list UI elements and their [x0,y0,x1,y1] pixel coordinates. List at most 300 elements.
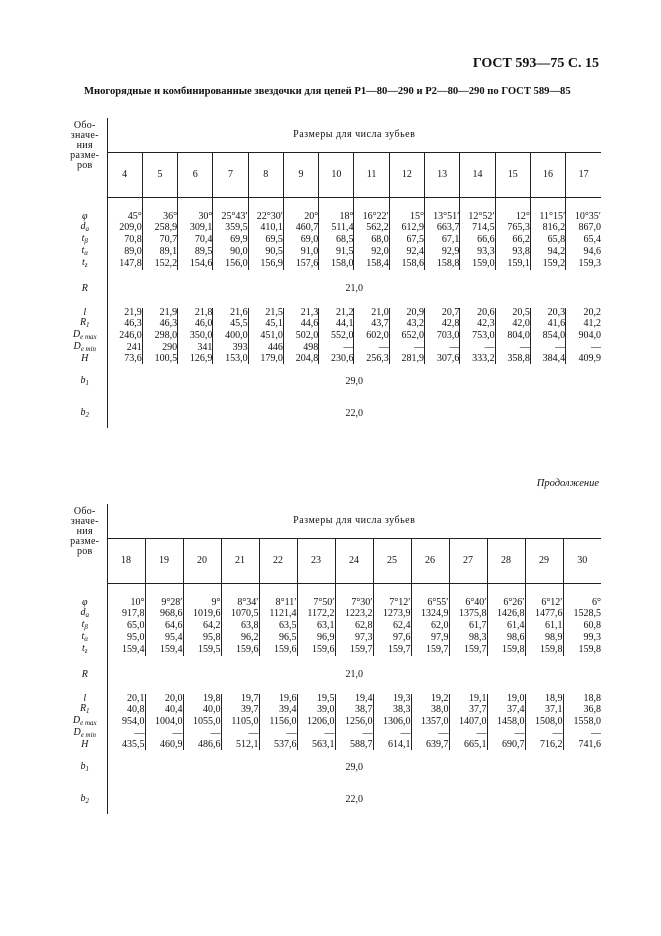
cell-tb: 65,4 [566,234,601,246]
symbol-Demin: $D_{e min}$ [63,342,107,354]
cell-tb: 70,7 [142,234,177,246]
cell-b2: 22,0 [345,794,363,805]
cell-ta: 99,3 [563,632,601,644]
cell-da: 1528,5 [563,608,601,620]
cell-b2: 22,0 [345,408,363,419]
symbol-H: H [63,740,107,750]
cell-R1: 43,2 [389,318,424,330]
cell-ta: 89,0 [124,246,142,257]
cell-tz: 158,6 [389,258,424,270]
cell-da: 612,9 [389,222,424,234]
cell-Demax: 1004,0 [145,716,183,728]
symbol-tb: $t_\beta$ [63,620,107,632]
tooth-count-header: 26 [411,539,449,584]
symbol-b1: $b_1$ [63,750,107,786]
cell-da: 816,2 [530,222,565,234]
cell-phi: 6°26′ [487,598,525,608]
cell-phi: 6°12′ [525,598,563,608]
cell-H: 486,6 [183,740,221,750]
cell-ta: 95,4 [145,632,183,644]
cell-Demin: — [425,342,460,354]
cell-R1: 40,0 [183,704,221,716]
row-ta [63,246,601,258]
cell-R1: 41,6 [530,318,565,330]
cell-l: 20,7 [425,308,460,318]
tooth-count-header: 12 [389,153,424,198]
cell-ta: 98,6 [487,632,525,644]
row-R1 [63,704,601,716]
cell-R1: 39,0 [297,704,335,716]
cell-H: 460,9 [145,740,183,750]
cell-l: 20,9 [389,308,424,318]
cell-Demax: 1055,0 [183,716,221,728]
cell-Demin: 290 [142,342,177,354]
cell-Demax: 1558,0 [563,716,601,728]
cell-ta: 92,0 [354,246,389,258]
cell-l: 18,9 [525,694,563,704]
sprocket-table-1 [63,118,601,428]
cell-tz: 157,6 [283,258,318,270]
cell-tz: 159,3 [566,258,601,270]
tooth-count-header: 16 [530,153,565,198]
symbol-ta: $t_\alpha$ [63,246,107,258]
cell-phi: 7°30′ [335,598,373,608]
cell-da: 410,1 [248,222,283,234]
cell-tz: 159,0 [460,258,495,270]
symbol-b2: $b_2$ [63,786,107,814]
cell-da: 209,0 [119,222,142,233]
cell-H: 588,7 [335,740,373,750]
symbol-ta: $t_\alpha$ [63,632,107,644]
cell-tz: 159,6 [221,644,259,656]
tooth-count-header: 24 [335,539,373,584]
cell-Demax: 246,0 [119,330,142,341]
cell-H: 384,4 [530,354,565,364]
cell-Demax: 1508,0 [525,716,563,728]
cell-ta: 97,9 [411,632,449,644]
row-b2 [63,400,601,428]
cell-tb: 60,8 [563,620,601,632]
cell-Demax: 753,0 [460,330,495,342]
cell-H: 563,1 [297,740,335,750]
cell-R1: 38,0 [411,704,449,716]
cell-tz: 159,7 [411,644,449,656]
cell-da: 1273,9 [373,608,411,620]
cell-ta: 98,3 [449,632,487,644]
cell-tz: 159,1 [495,258,530,270]
tooth-count-header: 30 [563,539,601,584]
cell-Demax: 1105,0 [221,716,259,728]
cell-phi: 22°30′ [248,212,283,222]
cell-R1: 44,6 [283,318,318,330]
tooth-count-header: 27 [449,539,487,584]
cell-tz: 159,8 [487,644,525,656]
cell-tz: 158,8 [425,258,460,270]
cell-phi: 30° [178,212,213,222]
cell-H: 435,5 [122,739,145,750]
cell-l: 21,2 [319,308,354,318]
row-Demax [63,330,601,342]
cell-Demin: — [449,728,487,740]
cell-H: 741,6 [563,740,601,750]
symbol-b1: $b_1$ [63,364,107,400]
cell-da: 511,4 [319,222,354,234]
cell-R1: 37,7 [449,704,487,716]
cell-phi: 12°52′ [460,212,495,222]
cell-l: 19,2 [411,694,449,704]
cell-Demax: 1458,0 [487,716,525,728]
cell-tz: 154,6 [178,258,213,270]
cell-H: 204,8 [283,354,318,364]
cell-phi: 9°28′ [145,598,183,608]
cell-tb: 70,4 [178,234,213,246]
cell-l: 20,6 [460,308,495,318]
cell-tz: 159,8 [563,644,601,656]
cell-tz: 158,4 [354,258,389,270]
tooth-count-header: 20 [183,539,221,584]
cell-phi: 12° [495,212,530,222]
cell-tz: 159,7 [449,644,487,656]
row-phi [63,212,601,222]
cell-da: 867,0 [566,222,601,234]
cell-phi: 6°55′ [411,598,449,608]
cell-R1: 38,7 [335,704,373,716]
cell-l: 19,4 [335,694,373,704]
symbol-Demax: $D_{e max}$ [63,330,107,342]
symbol-phi: φ [63,212,107,222]
tooth-count-header: 25 [373,539,411,584]
tooth-count-header: 10 [319,153,354,198]
cell-Demin: — [335,728,373,740]
cell-phi: 8°34′ [221,598,259,608]
cell-da: 1324,9 [411,608,449,620]
cell-Demax: 1156,0 [259,716,297,728]
cell-Demin: 241 [126,342,142,353]
tooth-count-header: 17 [566,153,601,198]
row-label-header: Обо- значе- ния разме- ров [63,504,107,584]
tooth-count-header: 23 [297,539,335,584]
cell-Demin: — [525,728,563,740]
cell-l: 20,5 [495,308,530,318]
cell-ta: 91,5 [319,246,354,258]
cell-H: 100,5 [142,354,177,364]
symbol-H: H [63,354,107,364]
cell-H: 307,6 [425,354,460,364]
cell-da: 1070,5 [221,608,259,620]
row-b1 [63,364,601,400]
cell-Demin: 393 [213,342,248,354]
cell-phi: 13°51′ [425,212,460,222]
symbol-Demax: $D_{e max}$ [63,716,107,728]
symbol-b2: $b_2$ [63,400,107,428]
cell-tb: 62,0 [411,620,449,632]
cell-phi: 10°35′ [566,212,601,222]
symbol-l: l [63,694,107,704]
tooth-count-header: 15 [495,153,530,198]
cell-tb: 70,8 [124,234,142,245]
cell-tz: 159,6 [297,644,335,656]
cell-Demin: — [530,342,565,354]
symbol-tz: $t_z$ [63,644,107,656]
cell-tz: 159,7 [335,644,373,656]
cell-H: 716,2 [525,740,563,750]
tooth-count-header: 13 [425,153,460,198]
symbol-tz: $t_z$ [63,258,107,270]
cell-l: 19,7 [221,694,259,704]
cell-Demin: — [460,342,495,354]
cell-R1: 37,1 [525,704,563,716]
cell-Demin: — [495,342,530,354]
cell-Demax: 350,0 [178,330,213,342]
cell-Demax: 1357,0 [411,716,449,728]
cell-Demax: 1206,0 [297,716,335,728]
cell-H: 256,3 [354,354,389,364]
cell-H: 73,6 [124,353,142,364]
cell-phi: 16°22′ [354,212,389,222]
cell-R1: 45,1 [248,318,283,330]
cell-R1: 39,7 [221,704,259,716]
cell-l: 18,8 [563,694,601,704]
cell-phi: 8°11′ [259,598,297,608]
cell-tb: 66,2 [495,234,530,246]
symbol-R: R [63,270,107,308]
cell-ta: 94,6 [566,246,601,258]
row-H [63,740,601,750]
cell-Demin: — [389,342,424,354]
cell-tz: 158,0 [319,258,354,270]
cell-phi: 18° [319,212,354,222]
cell-Demax: 602,0 [354,330,389,342]
cell-tz: 156,9 [248,258,283,270]
row-da [63,608,601,620]
cell-R1: 40,8 [127,704,145,715]
cell-R1: 46,3 [124,318,142,329]
tooth-count-header: 11 [354,153,389,198]
row-tb [63,620,601,632]
cell-Demax: 804,0 [495,330,530,342]
cell-l: 19,3 [373,694,411,704]
cell-R1: 38,3 [373,704,411,716]
cell-ta: 98,9 [525,632,563,644]
cell-tb: 61,1 [525,620,563,632]
group-header: Размеры для числа зубьев [107,504,601,539]
row-tz [63,258,601,270]
cell-R1: 41,2 [566,318,601,330]
cell-R1: 45,5 [213,318,248,330]
tooth-count-header: 6 [178,153,213,198]
row-l [63,308,601,318]
cell-tb: 66,6 [460,234,495,246]
cell-tb: 68,0 [354,234,389,246]
cell-phi: 20° [283,212,318,222]
tooth-count-header: 18 [107,539,145,584]
cell-ta: 96,5 [259,632,297,644]
cell-tb: 65,8 [530,234,565,246]
cell-b1: 29,0 [345,762,363,773]
cell-tz: 147,8 [119,258,142,269]
cell-tb: 69,5 [248,234,283,246]
cell-phi: 36° [142,212,177,222]
cell-tz: 159,8 [525,644,563,656]
cell-da: 968,6 [145,608,183,620]
cell-phi: 45° [127,211,142,222]
symbol-l: l [63,308,107,318]
cell-Demax: 400,0 [213,330,248,342]
symbol-R: R [63,656,107,694]
tooth-count-header: 4 [107,153,142,198]
cell-Demin: — [319,342,354,354]
cell-ta: 89,5 [178,246,213,258]
cell-Demin: 341 [178,342,213,354]
page-header: ГОСТ 593—75 С. 15 [472,56,599,71]
cell-Demax: 552,0 [319,330,354,342]
cell-da: 1223,2 [335,608,373,620]
cell-da: 359,5 [213,222,248,234]
cell-da: 258,9 [142,222,177,234]
cell-ta: 92,4 [389,246,424,258]
cell-H: 153,0 [213,354,248,364]
cell-da: 663,7 [425,222,460,234]
cell-ta: 95,0 [127,632,145,643]
row-tb [63,234,601,246]
row-l [63,694,601,704]
cell-da: 1426,8 [487,608,525,620]
cell-tz: 159,5 [183,644,221,656]
row-phi [63,598,601,608]
row-tz [63,644,601,656]
cell-R1: 36,8 [563,704,601,716]
cell-l: 21,9 [124,307,142,318]
cell-ta: 95,8 [183,632,221,644]
group-header: Размеры для числа зубьев [107,118,601,153]
cell-da: 714,5 [460,222,495,234]
cell-R1: 42,8 [425,318,460,330]
cell-da: 1172,2 [297,608,335,620]
symbol-phi: φ [63,598,107,608]
cell-R: 21,0 [345,283,363,294]
cell-l: 19,5 [297,694,335,704]
cell-Demin: — [487,728,525,740]
cell-tb: 68,5 [319,234,354,246]
cell-l: 21,8 [178,308,213,318]
cell-ta: 96,2 [221,632,259,644]
cell-Demax: 502,0 [283,330,318,342]
cell-Demax: 652,0 [389,330,424,342]
cell-phi: 6° [563,598,601,608]
cell-l: 21,3 [283,308,318,318]
cell-tb: 63,8 [221,620,259,632]
cell-R1: 42,3 [460,318,495,330]
cell-l: 20,1 [127,693,145,704]
cell-ta: 93,3 [460,246,495,258]
cell-da: 309,1 [178,222,213,234]
cell-R: 21,0 [345,669,363,680]
cell-phi: 10° [130,597,145,608]
cell-R1: 37,4 [487,704,525,716]
row-b2 [63,786,601,814]
cell-Demax: 1256,0 [335,716,373,728]
cell-Demin: — [373,728,411,740]
cell-Demax: 1407,0 [449,716,487,728]
row-da [63,222,601,234]
cell-tb: 69,9 [213,234,248,246]
cell-tb: 63,5 [259,620,297,632]
tooth-count-header: 8 [248,153,283,198]
cell-Demax: 904,0 [566,330,601,342]
sprocket-table-2 [63,504,601,814]
cell-ta: 90,0 [213,246,248,258]
cell-R1: 46,3 [142,318,177,330]
cell-l: 19,6 [259,694,297,704]
cell-tb: 64,2 [183,620,221,632]
cell-phi: 25°43′ [213,212,248,222]
cell-H: 614,1 [373,740,411,750]
cell-tb: 67,5 [389,234,424,246]
cell-tb: 61,4 [487,620,525,632]
cell-ta: 94,2 [530,246,565,258]
symbol-R1: $R_1$ [63,704,107,716]
cell-Demin: — [297,728,335,740]
row-R [63,270,601,308]
cell-R1: 40,4 [145,704,183,716]
cell-phi: 9° [183,598,221,608]
cell-Demax: 298,0 [142,330,177,342]
cell-phi: 6°40′ [449,598,487,608]
cell-ta: 93,8 [495,246,530,258]
row-H [63,354,601,364]
cell-da: 1121,4 [259,608,297,620]
cell-l: 21,0 [354,308,389,318]
tooth-count-header: 21 [221,539,259,584]
cell-l: 21,9 [142,308,177,318]
cell-tz: 159,6 [259,644,297,656]
symbol-da: $d_a$ [63,608,107,620]
symbol-tb: $t_\beta$ [63,234,107,246]
cell-Demin: — [183,728,221,740]
cell-ta: 89,1 [142,246,177,258]
cell-ta: 97,3 [335,632,373,644]
cell-H: 230,6 [319,354,354,364]
cell-tb: 67,1 [425,234,460,246]
continuation-label: Продолжение [536,478,599,489]
cell-tb: 62,8 [335,620,373,632]
cell-Demin: — [145,728,183,740]
cell-Demax: 954,0 [122,716,145,727]
cell-ta: 96,9 [297,632,335,644]
cell-da: 765,3 [495,222,530,234]
tooth-count-header: 28 [487,539,525,584]
cell-ta: 90,5 [248,246,283,258]
cell-ta: 97,6 [373,632,411,644]
row-ta [63,632,601,644]
tooth-count-header: 9 [283,153,318,198]
cell-Demin: — [354,342,389,354]
cell-phi: 15° [389,212,424,222]
cell-Demin: — [563,728,601,740]
row-Demax [63,716,601,728]
tooth-count-header: 7 [213,153,248,198]
cell-Demax: 451,0 [248,330,283,342]
cell-da: 917,8 [122,608,145,619]
cell-Demin: 446 [248,342,283,354]
cell-Demax: 1306,0 [373,716,411,728]
cell-Demin: — [259,728,297,740]
cell-l: 20,3 [530,308,565,318]
cell-Demin: — [221,728,259,740]
cell-R1: 46,0 [178,318,213,330]
cell-Demin: — [134,728,145,739]
cell-Demin: — [411,728,449,740]
